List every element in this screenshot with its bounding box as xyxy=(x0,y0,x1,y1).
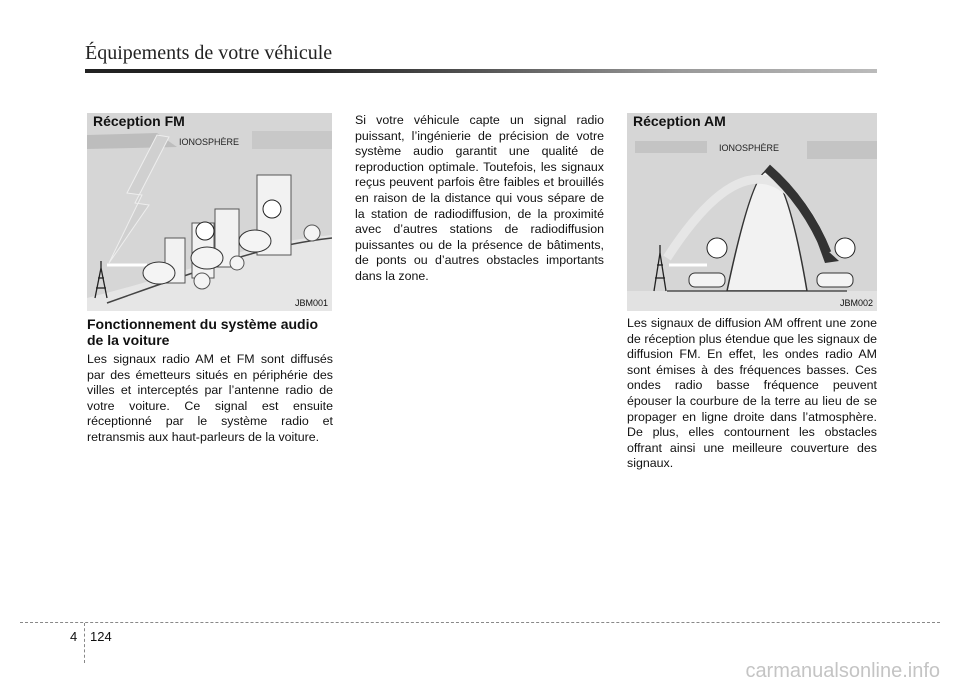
page-header-title: Équipements de votre véhicule xyxy=(85,42,333,64)
middle-paragraph: Si votre véhicule capte un signal radio puissant, l’ingénierie de précision de votre système audio garantit une qualité de reproduction optimale. Toutefois, les signaux reçus peuvent parfois être faibles et brouillés en raison de la distance qui vous sépare de la station de radiodiffusion, de la proximité avec d’autres stations de radiodiffusion puissantes ou de la présence de bâtiments, de ponts ou d’autres obstacles importants dans la zone. xyxy=(355,113,604,283)
fm-good-signal-badge xyxy=(263,200,281,218)
am-ionosphere-label: IONOSPHÈRE xyxy=(719,143,780,153)
am-reception-figure xyxy=(627,113,877,311)
page-number: 124 xyxy=(90,629,112,644)
fm-figure-title: Réception FM xyxy=(93,113,185,129)
fm-radio-tower xyxy=(95,261,107,298)
watermark: carmanualsonline.info xyxy=(745,660,940,682)
fm-ionosphere-band-right xyxy=(252,131,332,149)
am-figure-title: Réception AM xyxy=(633,113,726,129)
fm-figure-code: JBM001 xyxy=(294,298,328,308)
fm-ionosphere-label: IONOSPHÈRE xyxy=(179,137,240,147)
am-mountain xyxy=(727,171,807,291)
fm-signal-beam xyxy=(109,135,169,263)
fm-paragraph: Les signaux radio AM et FM sont diffusés par des émetteurs situés en périphérie des villes et interceptés par l’antenne radio de votre voiture. Ce signal est ensuite réceptionné par le système radio et retransmis aux haut-parleurs de la voiture. xyxy=(87,352,333,444)
footer-divider xyxy=(84,623,85,663)
chapter-number: 4 xyxy=(70,629,78,644)
fm-weak-signal-badge xyxy=(196,222,214,240)
am-figure-code: JBM002 xyxy=(839,298,873,308)
am-signal-badge-right xyxy=(835,238,855,258)
am-ionosphere-band-left xyxy=(635,141,707,153)
fm-reception-figure xyxy=(87,113,332,311)
header-rule xyxy=(85,69,877,73)
footer-rule xyxy=(20,622,940,623)
am-ionosphere-band-right xyxy=(807,141,877,159)
am-signal-badge-left xyxy=(707,238,727,258)
am-radio-tower xyxy=(654,245,666,291)
section-heading: Fonctionnement du système audio de la voiture xyxy=(87,316,319,348)
am-paragraph: Les signaux de diffusion AM offrent une zone de réception plus étendue que les signaux de diffusion FM. En effet, les ondes radio AM sont émises à des fréquences basses. Ces ondes radio basse fréquence peuvent épouser la courbure de la terre au lieu de se propager en ligne droite dans l’atmosphère. De plus, elles contournent les obstacles offrant ainsi une meilleure couverture des signaux. xyxy=(627,316,877,471)
